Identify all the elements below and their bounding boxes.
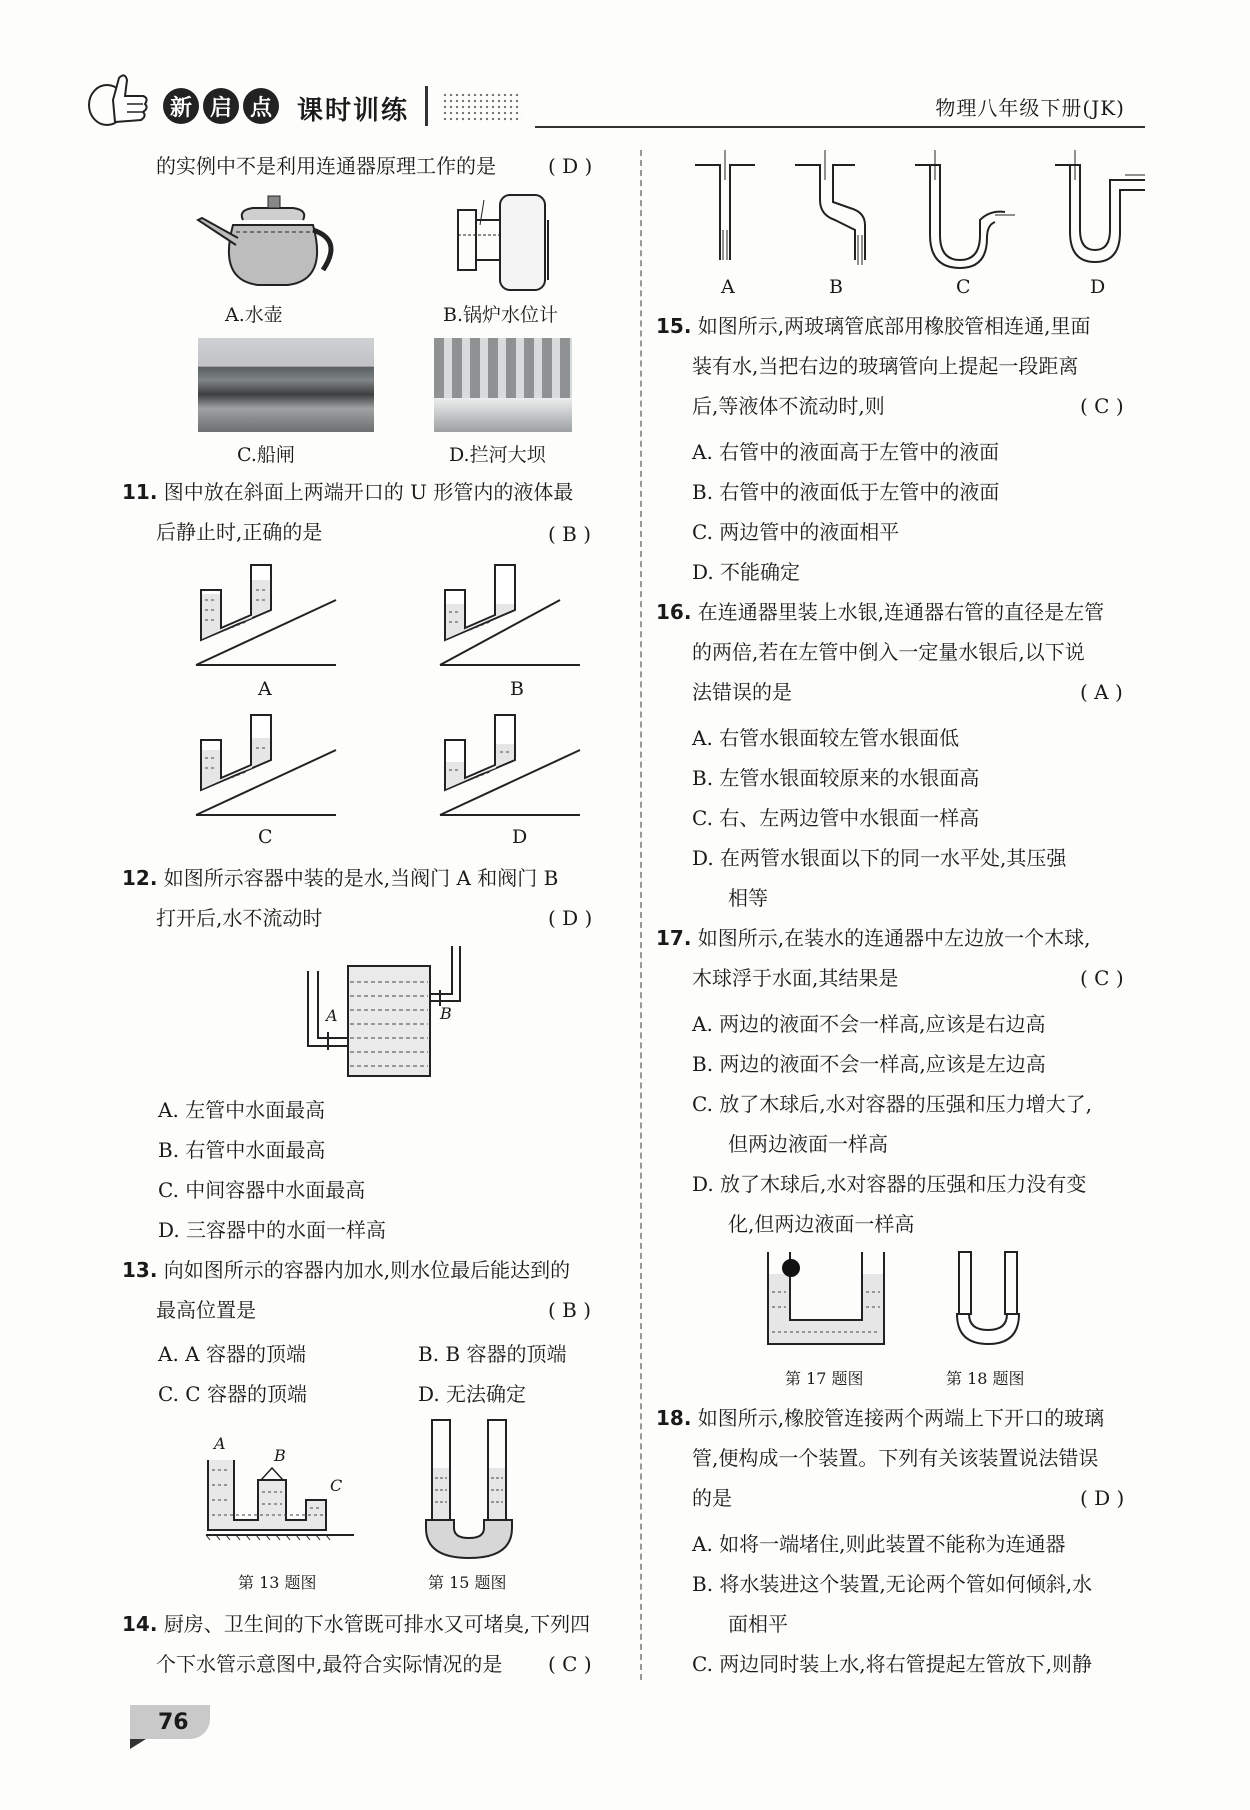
brand-badges [163, 88, 279, 124]
q12-option-d: D. 三容器中的水面一样高 [158, 1218, 387, 1242]
q12-option-a: A. 左管中水面最高 [158, 1098, 326, 1122]
q17-option-b: B. 两边的液面不会一样高,应该是左边高 [692, 1052, 1046, 1076]
q15-line1: 如图所示,两玻璃管底部用橡胶管相连通,里面 [697, 314, 1091, 338]
q13-option-b: B. B 容器的顶端 [418, 1342, 567, 1366]
q11-figure-a [196, 560, 341, 670]
q15-line2: 装有水,当把右边的玻璃管向上提起一段距离 [692, 354, 1079, 378]
q17-figure [766, 1252, 886, 1348]
q10-caption-c: C.船闸 [237, 444, 295, 466]
q17-option-d-cont: 化,但两边液面一样高 [728, 1212, 915, 1236]
q18-line3: 的是 [692, 1486, 732, 1510]
q11-stem [122, 472, 573, 512]
q17-option-a: A. 两边的液面不会一样高,应该是右边高 [692, 1012, 1046, 1036]
header-rule [535, 126, 1145, 128]
q14-label-a: A [721, 276, 735, 298]
q17-option-c: C. 放了木球后,水对容器的压强和压力增大了, [692, 1092, 1093, 1116]
q16-option-d: D. 在两管水银面以下的同一水平处,其压强 [692, 846, 1067, 870]
q18-option-c: C. 两边同时装上水,将右管提起左管放下,则静 [692, 1652, 1093, 1676]
q18-figure [955, 1252, 1025, 1348]
q17-number: 17. [656, 926, 692, 950]
q17-line2: 木球浮于水面,其结果是 [692, 966, 899, 990]
q13-answer: ( B ) [548, 1298, 592, 1322]
q11-label-b: B [510, 678, 524, 700]
q10-caption-b: B.锅炉水位计 [443, 304, 559, 326]
q18-answer: ( D ) [1080, 1486, 1125, 1510]
brand-badge: 启 [203, 88, 239, 124]
q12-stem [122, 858, 558, 898]
q11-figure-d [440, 710, 585, 820]
q14-label-c: C [956, 276, 971, 298]
q16-stem [656, 592, 1104, 632]
fig13-caption: 第 13 题图 [238, 1573, 317, 1592]
q14-line2: 个下水管示意图中,最符合实际情况的是 [156, 1652, 503, 1676]
pipe-a [695, 150, 755, 260]
q16-option-d-cont: 相等 [728, 886, 768, 910]
pipe-d [1055, 150, 1145, 262]
q18-number: 18. [656, 1406, 692, 1430]
fig18-caption: 第 18 题图 [946, 1369, 1025, 1388]
q15-answer: ( C ) [1080, 394, 1124, 418]
boiler-gauge-figure [450, 190, 560, 295]
page-number: 76 [130, 1705, 210, 1739]
q12-option-c: C. 中间容器中水面最高 [158, 1178, 366, 1202]
fig15-caption: 第 15 题图 [428, 1573, 507, 1592]
q10-caption-d: D.拦河大坝 [449, 444, 546, 466]
q11-number: 11. [122, 480, 158, 504]
q14-label-b: B [829, 276, 843, 298]
kettle-figure [198, 190, 348, 290]
fig17-caption: 第 17 题图 [785, 1369, 864, 1388]
q12-line2: 打开后,水不流动时 [156, 906, 323, 930]
q16-line2: 的两倍,若在左管中倒入一定量水银后,以下说 [692, 640, 1085, 664]
q17-stem [656, 918, 1091, 958]
brand-badge: 点 [243, 88, 279, 124]
pipe-b [795, 150, 865, 265]
q13-label-a: A [214, 1434, 226, 1453]
q18-option-a: A. 如将一端堵住,则此装置不能称为连通器 [692, 1532, 1066, 1556]
q16-answer: ( A ) [1080, 680, 1123, 704]
q18-line2: 管,便构成一个装置。下列有关该装置说法错误 [692, 1446, 1099, 1470]
q13-number: 13. [122, 1258, 158, 1282]
q15-number: 15. [656, 314, 692, 338]
q11-answer: ( B ) [548, 522, 592, 546]
header-divider [425, 86, 428, 126]
q13-option-d: D. 无法确定 [418, 1382, 527, 1406]
q14-number: 14. [122, 1612, 158, 1636]
q11-label-d: D [512, 826, 528, 848]
page-header [85, 70, 1145, 130]
q10-answer: ( D ) [548, 154, 593, 178]
q13-label-b: B [274, 1446, 286, 1465]
q17-line1: 如图所示,在装水的连通器中左边放一个木球, [697, 926, 1091, 950]
q13-stem [122, 1250, 570, 1290]
q11-label-a: A [258, 678, 272, 700]
q17-option-d: D. 放了木球后,水对容器的压强和压力没有变 [692, 1172, 1087, 1196]
q16-line1: 在连通器里装上水银,连通器右管的直径是左管 [697, 600, 1105, 624]
q16-option-b: B. 左管水银面较原来的水银面高 [692, 766, 980, 790]
dam-photo [434, 338, 572, 432]
q16-option-a: A. 右管水银面较左管水银面低 [692, 726, 960, 750]
q18-stem [656, 1398, 1104, 1438]
q10-caption-a: A.水壶 [225, 304, 283, 326]
q14-line1: 厨房、卫生间的下水管既可排水又可堵臭,下列四 [163, 1612, 591, 1636]
q15-option-a: A. 右管中的液面高于左管中的液面 [692, 440, 1000, 464]
q13-line2: 最高位置是 [156, 1298, 256, 1322]
q12-answer: ( D ) [548, 906, 593, 930]
q15-option-c: C. 两边管中的液面相平 [692, 520, 900, 544]
q16-line3: 法错误的是 [692, 680, 792, 704]
header-dot-pattern [442, 92, 522, 122]
ship-lock-photo [198, 338, 374, 432]
series-title: 课时训练 [297, 96, 410, 126]
pipe-c [915, 150, 1015, 268]
q14-label-d: D [1090, 276, 1106, 298]
q13-label-c: C [330, 1476, 343, 1495]
q13-line1: 向如图所示的容器内加水,则水位最后能达到的 [163, 1258, 571, 1282]
q15-u-tube-figure [424, 1418, 514, 1558]
brand-badge: 新 [163, 88, 199, 124]
thumbs-up-icon [85, 70, 155, 130]
q13-option-a: A. A 容器的顶端 [158, 1342, 306, 1366]
q14-answer: ( C ) [548, 1652, 592, 1676]
q14-pipe-figures [695, 150, 1145, 265]
q18-option-b-cont: 面相平 [728, 1612, 788, 1636]
q17-option-c-cont: 但两边液面一样高 [728, 1132, 888, 1156]
q13-option-c: C. C 容器的顶端 [158, 1382, 307, 1406]
q15-stem [656, 306, 1091, 346]
q11-line1: 图中放在斜面上两端开口的 U 形管内的液体最 [163, 480, 574, 504]
book-title: 物理八年级下册(JK) [935, 96, 1125, 120]
q11-figure-c [196, 710, 341, 820]
q17-answer: ( C ) [1080, 966, 1124, 990]
column-divider [640, 150, 642, 1680]
q12-valve-b-label: B [440, 1004, 452, 1023]
q11-figure-b [440, 560, 585, 670]
q10-stem: 的实例中不是利用连通器原理工作的是 [156, 154, 496, 178]
q11-label-c: C [258, 826, 273, 848]
q15-option-b: B. 右管中的液面低于左管中的液面 [692, 480, 1000, 504]
q15-line3: 后,等液体不流动时,则 [692, 394, 885, 418]
page-number-corner [130, 1739, 146, 1749]
q12-number: 12. [122, 866, 158, 890]
q12-option-b: B. 右管中水面最高 [158, 1138, 326, 1162]
q12-line1: 如图所示容器中装的是水,当阀门 A 和阀门 B [163, 866, 559, 890]
q14-stem [122, 1604, 590, 1644]
q18-option-b: B. 将水装进这个装置,无论两个管如何倾斜,水 [692, 1572, 1093, 1596]
q11-line2: 后静止时,正确的是 [156, 520, 323, 544]
q18-line1: 如图所示,橡胶管连接两个两端上下开口的玻璃 [697, 1406, 1105, 1430]
q16-number: 16. [656, 600, 692, 624]
q15-option-d: D. 不能确定 [692, 560, 801, 584]
q12-valve-a-label: A [326, 1006, 338, 1025]
q16-option-c: C. 右、左两边管中水银面一样高 [692, 806, 980, 830]
